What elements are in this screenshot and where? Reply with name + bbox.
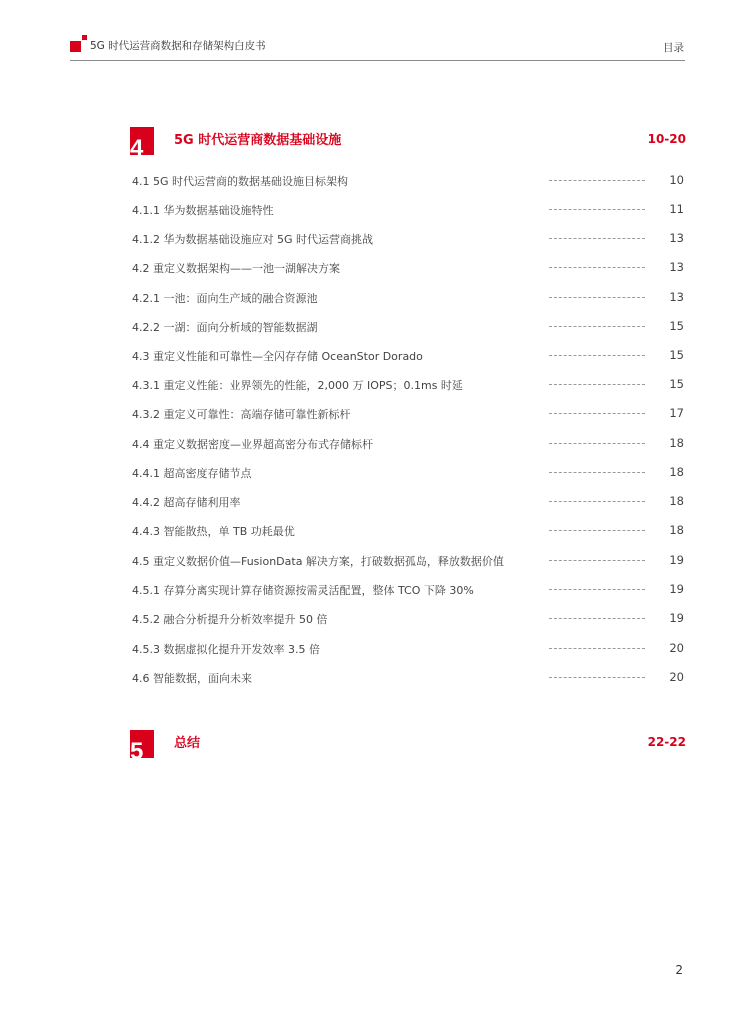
toc-entry-label: 4.2 重定义数据架构——一池一湖解决方案 [132, 262, 340, 275]
toc-entry[interactable] [132, 582, 684, 602]
toc-entry[interactable] [132, 319, 684, 339]
chapter-number-badge: 4 [130, 127, 154, 155]
toc-entry-page: 15 [669, 348, 684, 362]
toc-entry-page: 20 [669, 670, 684, 684]
dot-leader [549, 530, 645, 531]
chapter-title: 5G 时代运营商数据基础设施 [174, 133, 342, 148]
toc-entry-page: 15 [669, 377, 684, 391]
chapter-page-range: 10-20 [647, 132, 686, 146]
toc-entry-label: 4.1.1 华为数据基础设施特性 [132, 204, 274, 217]
dot-leader [549, 560, 645, 561]
dot-leader [549, 326, 645, 327]
document-title: 5G 时代运营商数据和存储架构白皮书 [90, 40, 266, 52]
toc-entry-label: 4.5.2 融合分析提升分析效率提升 50 倍 [132, 613, 328, 626]
toc-entry-page: 13 [669, 231, 684, 245]
toc-entry-label: 4.6 智能数据，面向未来 [132, 672, 252, 685]
chapter-number-badge: 5 [130, 730, 154, 758]
toc-entry-label: 4.4.3 智能散热，单 TB 功耗最优 [132, 525, 295, 538]
toc-entry[interactable] [132, 611, 684, 631]
toc-entry-page: 19 [669, 582, 684, 596]
toc-entry[interactable] [132, 173, 684, 193]
header-divider [70, 60, 685, 61]
toc-entry-label: 4.5 重定义数据价值—FusionData 解决方案，打破数据孤岛，释放数据价值 [132, 555, 504, 568]
dot-leader [549, 297, 645, 298]
dot-leader [549, 589, 645, 590]
toc-entry[interactable] [132, 231, 684, 251]
toc-entry[interactable] [132, 670, 684, 690]
toc-entry-label: 4.2.2 一湖：面向分析域的智能数据湖 [132, 321, 318, 334]
toc-entry[interactable] [132, 436, 684, 456]
dot-leader [549, 355, 645, 356]
toc-entry[interactable] [132, 523, 684, 543]
chapter-title: 总结 [174, 736, 201, 751]
toc-entry-label: 4.2.1 一池：面向生产域的融合资源池 [132, 292, 318, 305]
toc-entry[interactable] [132, 406, 684, 426]
dot-leader [549, 267, 645, 268]
toc-entry-label: 4.1 5G 时代运营商的数据基础设施目标架构 [132, 175, 349, 188]
dot-leader [549, 443, 645, 444]
toc-entry-label: 4.1.2 华为数据基础设施应对 5G 时代运营商挑战 [132, 233, 373, 246]
toc-entry[interactable] [132, 494, 684, 514]
dot-leader [549, 413, 645, 414]
toc-entry-page: 13 [669, 290, 684, 304]
toc-entry-page: 19 [669, 611, 684, 625]
toc-entry-page: 18 [669, 436, 684, 450]
chapter-heading-4[interactable] [130, 127, 686, 157]
toc-entry[interactable] [132, 202, 684, 222]
toc-entry-page: 19 [669, 553, 684, 567]
toc-entry-page: 15 [669, 319, 684, 333]
toc-entry-page: 18 [669, 465, 684, 479]
toc-entry-label: 4.4 重定义数据密度—业界超高密分布式存储标杆 [132, 438, 373, 451]
toc-entry-page: 13 [669, 260, 684, 274]
toc-entry-label: 4.4.2 超高存储利用率 [132, 496, 241, 509]
dot-leader [549, 648, 645, 649]
toc-entry[interactable] [132, 290, 684, 310]
toc-entry[interactable] [132, 641, 684, 661]
chapter-page-range: 22-22 [647, 735, 686, 749]
toc-entry-page: 20 [669, 641, 684, 655]
dot-leader [549, 677, 645, 678]
toc-entry-page: 17 [669, 406, 684, 420]
page-number: 2 [675, 963, 683, 977]
dot-leader [549, 472, 645, 473]
section-label: 目录 [663, 42, 684, 54]
toc-entry-label: 4.4.1 超高密度存储节点 [132, 467, 252, 480]
toc-entry[interactable] [132, 260, 684, 280]
toc-entry-label: 4.5.1 存算分离实现计算存储资源按需灵活配置，整体 TCO 下降 30% [132, 584, 474, 597]
toc-entry-label: 4.3.1 重定义性能：业界领先的性能，2,000 万 IOPS；0.1ms 时延 [132, 379, 463, 392]
dot-leader [549, 384, 645, 385]
toc-entry-page: 10 [669, 173, 684, 187]
dot-leader [549, 180, 645, 181]
toc-entry[interactable] [132, 465, 684, 485]
toc-entry-label: 4.5.3 数据虚拟化提升开发效率 3.5 倍 [132, 643, 320, 656]
dot-leader [549, 209, 645, 210]
toc-entry-page: 18 [669, 523, 684, 537]
toc-entry-page: 11 [669, 202, 684, 216]
toc-entry[interactable] [132, 348, 684, 368]
toc-entry[interactable] [132, 377, 684, 397]
dot-leader [549, 238, 645, 239]
toc-entry-label: 4.3.2 重定义可靠性：高端存储可靠性新标杆 [132, 408, 351, 421]
toc-entry-page: 18 [669, 494, 684, 508]
brand-logo-mark [70, 35, 86, 53]
chapter-heading-5[interactable] [130, 730, 686, 760]
dot-leader [549, 501, 645, 502]
toc-entry[interactable] [132, 553, 684, 573]
toc-entry-label: 4.3 重定义性能和可靠性—全闪存存储 OceanStor Dorado [132, 350, 423, 363]
dot-leader [549, 618, 645, 619]
